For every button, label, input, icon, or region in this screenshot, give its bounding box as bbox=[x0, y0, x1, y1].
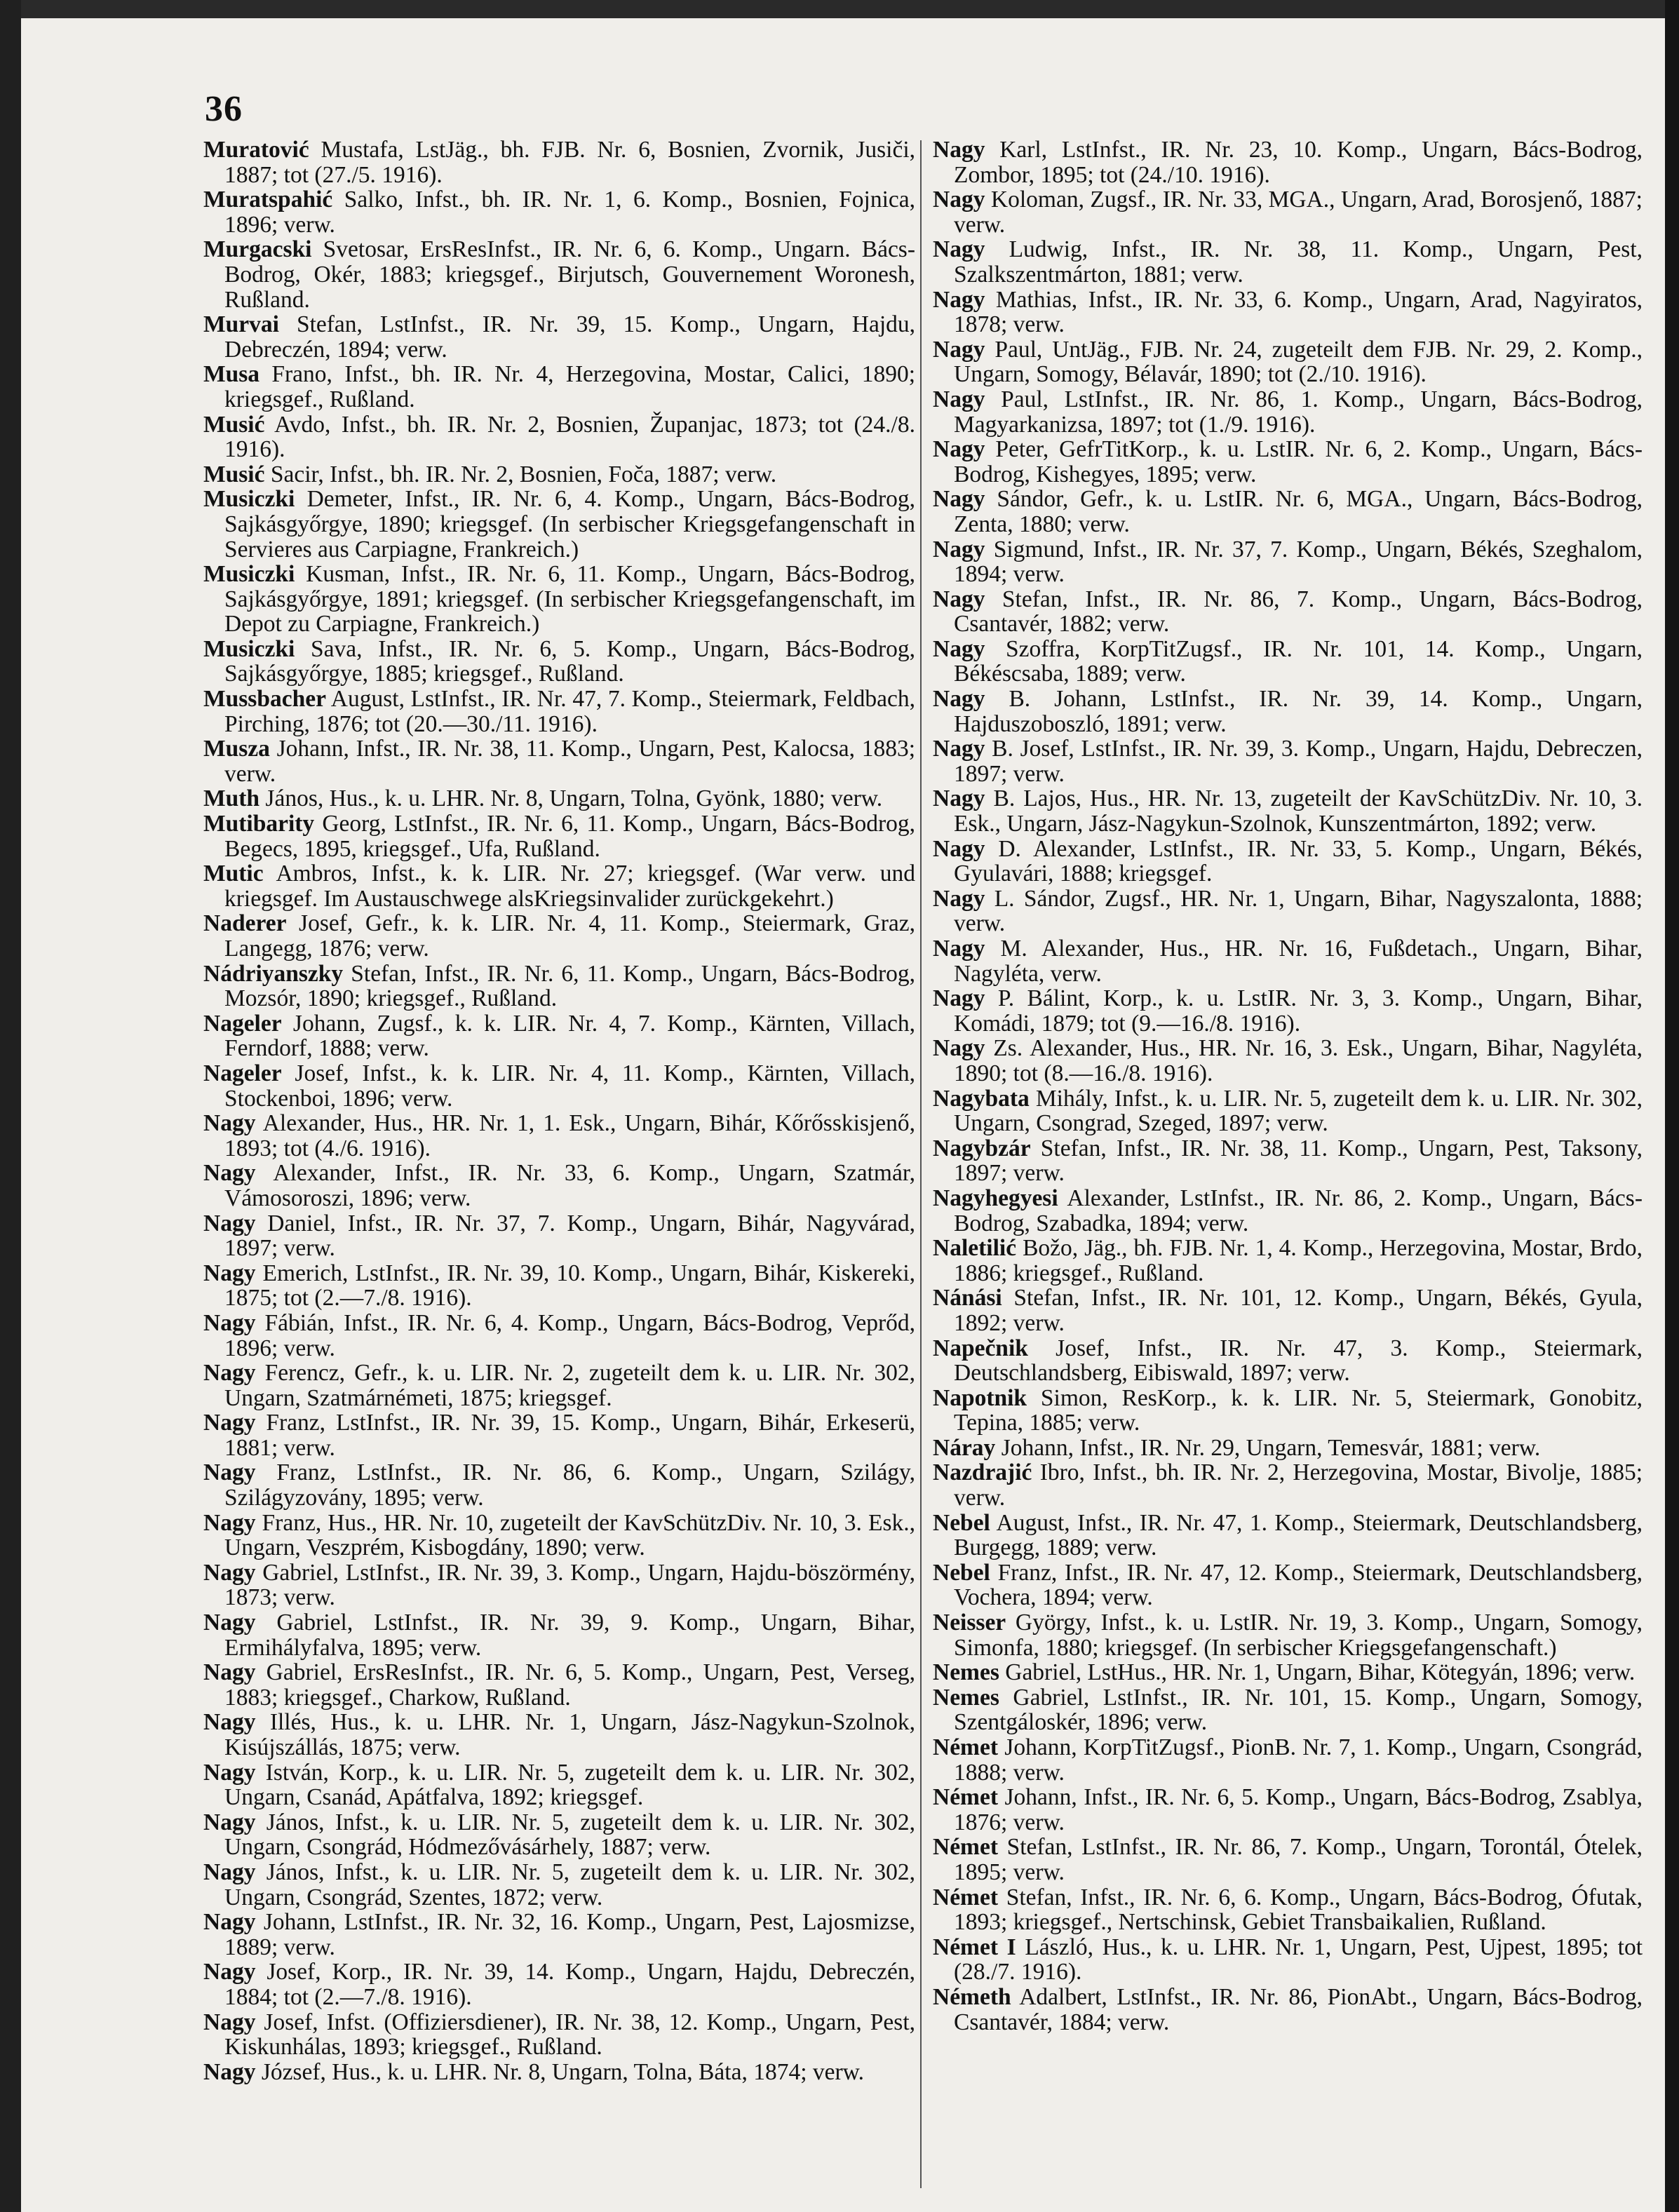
casualty-entry bbox=[203, 1860, 915, 1910]
entry-details: Alexander, LstInfst., IR. Nr. 86, 2. Komp., Ungarn, Bács-Bodrog, Szabadka, 1894; verw. bbox=[954, 1185, 1643, 1236]
scan-border-top bbox=[0, 0, 1679, 18]
entry-surname: Naderer bbox=[203, 910, 287, 937]
entry-details: Stefan, Infst., IR. Nr. 38, 11. Komp., Ungarn, Pest, Taksony, 1897; verw. bbox=[954, 1135, 1643, 1187]
entry-details: Frano, Infst., bh. IR. Nr. 4, Herzegovina, Mostar, Calici, 1890; kriegsgef., Rußland. bbox=[224, 361, 915, 412]
entry-details: Ludwig, Infst., IR. Nr. 38, 11. Komp., Ungarn, Pest, Szalkszentmárton, 1881; verw. bbox=[954, 236, 1643, 288]
entry-surname: Németh bbox=[933, 1983, 1011, 2010]
casualty-entry bbox=[933, 1511, 1643, 1560]
entry-details: Johann, LstInfst., IR. Nr. 32, 16. Komp., Ungarn, Pest, Lajosmizse, 1889; verw. bbox=[224, 1909, 916, 1960]
casualty-entry bbox=[203, 1111, 915, 1161]
entry-details: Franz, LstInfst., IR. Nr. 86, 6. Komp., Ungarn, Szilágy, Szilágyzovány, 1895; verw. bbox=[224, 1459, 915, 1511]
entry-surname: Nádriyanszky bbox=[203, 960, 344, 987]
casualty-entry bbox=[933, 1336, 1643, 1386]
entry-surname: Nagybata bbox=[933, 1085, 1030, 1112]
casualty-entry bbox=[203, 1261, 915, 1311]
casualty-entry bbox=[933, 1136, 1643, 1186]
entry-details: August, LstInfst., IR. Nr. 47, 7. Komp., Steiermark, Feldbach, Pirching, 1876; tot (20.—30./11. 1916). bbox=[224, 686, 915, 737]
casualty-entry bbox=[933, 1785, 1643, 1835]
entry-surname: Nagy bbox=[933, 835, 985, 862]
casualty-entry bbox=[203, 1910, 915, 1960]
entry-surname: Nazdrajić bbox=[933, 1459, 1032, 1486]
entry-surname: Nageler bbox=[203, 1010, 282, 1037]
casualty-entry bbox=[203, 187, 915, 237]
entry-surname: Nagy bbox=[933, 885, 985, 912]
entry-surname: Nagy bbox=[933, 336, 985, 363]
entry-surname: Neisser bbox=[933, 1610, 1006, 1636]
casualty-entry bbox=[933, 1610, 1643, 1660]
casualty-entry bbox=[933, 736, 1643, 786]
entry-details: József, Hus., k. u. LHR. Nr. 8, Ungarn, Tolna, Báta, 1874; verw. bbox=[261, 2058, 865, 2085]
entry-surname: Nagy bbox=[933, 736, 985, 762]
casualty-entry bbox=[203, 1460, 915, 1510]
entry-surname: Nagy bbox=[203, 1959, 256, 1985]
entry-surname: Mutic bbox=[203, 861, 264, 887]
entry-surname: Musiczki bbox=[203, 486, 295, 513]
entry-details: Franz, Hus., HR. Nr. 10, zugeteilt der KavSchützDiv. Nr. 10, 3. Esk., Ungarn, Veszprém, Kisbogdány, 1890; verw. bbox=[224, 1509, 915, 1561]
entry-details: Zs. Alexander, Hus., HR. Nr. 16, 3. Esk., Ungarn, Bihar, Nagyléta, 1890; tot (8.—16./8. 1916). bbox=[954, 1035, 1643, 1086]
entry-details: Stefan, LstInfst., IR. Nr. 86, 7. Komp., Ungarn, Torontál, Ótelek, 1895; verw. bbox=[954, 1834, 1643, 1885]
casualty-entry bbox=[933, 936, 1643, 986]
entry-surname: Musiczki bbox=[203, 635, 295, 662]
entry-surname: Muratović bbox=[203, 137, 309, 163]
entry-surname: Nagy bbox=[933, 985, 985, 1012]
entry-details: Mathias, Infst., IR. Nr. 33, 6. Komp., Ungarn, Arad, Nagyiratos, 1878; verw. bbox=[954, 286, 1643, 338]
entry-surname: Nagybzár bbox=[933, 1135, 1031, 1161]
entry-surname: Nagy bbox=[933, 187, 985, 213]
entry-surname: Nagy bbox=[203, 1210, 256, 1236]
entry-details: B. Lajos, Hus., HR. Nr. 13, zugeteilt der KavSchützDiv. Nr. 10, 3. Esk., Ungarn, Jász-Nagykun-Szolnok, Kunszentmárton, 1892; verw. bbox=[954, 785, 1643, 837]
entry-details: Mustafa, LstJäg., bh. FJB. Nr. 6, Bosnien, Zvornik, Jusiči, 1887; tot (27./5. 1916). bbox=[224, 137, 916, 188]
casualty-entry bbox=[933, 1236, 1643, 1286]
entry-surname: Napotnik bbox=[933, 1384, 1027, 1411]
casualty-entry bbox=[933, 1835, 1643, 1884]
casualty-entry bbox=[933, 387, 1643, 437]
casualty-entry bbox=[933, 487, 1643, 537]
casualty-entry bbox=[933, 288, 1643, 337]
entry-surname: Nagy bbox=[203, 1260, 256, 1286]
entry-surname: Német bbox=[933, 1884, 998, 1910]
casualty-entry bbox=[933, 237, 1643, 287]
entry-details: Stefan, Infst., IR. Nr. 6, 6. Komp., Ungarn, Bács-Bodrog, Ófutak, 1893; kriegsgef., Nertschinsk, Gebiet Transbaikalien, Rußland. bbox=[954, 1884, 1643, 1936]
entry-surname: Nagy bbox=[203, 1659, 256, 1686]
entry-surname: Nebel bbox=[933, 1559, 990, 1586]
entry-surname: Nánási bbox=[933, 1285, 1002, 1311]
entry-surname: Nageler bbox=[203, 1060, 282, 1086]
entry-surname: Nagy bbox=[203, 1110, 256, 1137]
entry-details: Paul, UntJäg., FJB. Nr. 24, zugeteilt dem FJB. Nr. 29, 2. Komp., Ungarn, Somogy, Bélavár, 1890; tot (2./10. 1916). bbox=[954, 336, 1643, 388]
column-divider bbox=[920, 140, 922, 2188]
entry-details: Stefan, LstInfst., IR. Nr. 39, 15. Komp., Ungarn, Hajdu, Debreczén, 1894; verw. bbox=[224, 311, 916, 363]
entry-details: Kusman, Infst., IR. Nr. 6, 11. Komp., Ungarn, Bács-Bodrog, Sajkásgyőrgye, 1891; kriegsgef. (In serbischer Kriegsgefangenschaft, im Depot zu Carpiagne, Frankreich.) bbox=[224, 561, 916, 638]
entry-details: Franz, Infst., IR. Nr. 47, 12. Komp., Steiermark, Deutschlandsberg, Vochera, 1894; verw. bbox=[954, 1559, 1643, 1611]
casualty-entry bbox=[933, 886, 1643, 936]
entry-details: Stefan, Infst., IR. Nr. 6, 11. Komp., Ungarn, Bács-Bodrog, Mozsór, 1890; kriegsgef., Rußland. bbox=[224, 960, 915, 1012]
casualty-entry bbox=[203, 237, 915, 312]
entry-details: Josef, Infst., IR. Nr. 47, 3. Komp., Steiermark, Deutschlandsberg, Eibiswald, 1897; verw. bbox=[954, 1335, 1643, 1387]
entry-surname: Nagy bbox=[933, 137, 985, 163]
casualty-entry bbox=[203, 1660, 915, 1710]
entry-surname: Napečnik bbox=[933, 1335, 1028, 1361]
entry-details: Sigmund, Infst., IR. Nr. 37, 7. Komp., Ungarn, Békés, Szeghalom, 1894; verw. bbox=[954, 536, 1643, 588]
entry-details: Josef, Gefr., k. k. LIR. Nr. 4, 11. Komp., Steiermark, Graz, Langegg, 1876; verw. bbox=[224, 910, 915, 962]
entry-details: János, Infst., k. u. LIR. Nr. 5, zugeteilt dem k. u. LIR. Nr. 302, Ungarn, Csongrád, Hódmezővásárhely, 1887; verw. bbox=[224, 1809, 915, 1861]
casualty-entry bbox=[933, 1386, 1643, 1436]
entry-surname: Nagy bbox=[203, 1610, 256, 1636]
scan-border-right bbox=[1665, 0, 1679, 2212]
entry-details: Alexander, Infst., IR. Nr. 33, 6. Komp., Ungarn, Szatmár, Vámosoroszi, 1896; verw. bbox=[224, 1160, 916, 1211]
entry-surname: Nagy bbox=[933, 785, 985, 812]
right-column bbox=[933, 137, 1643, 2035]
entry-surname: Nagy bbox=[933, 286, 985, 313]
entry-details: Fábián, Infst., IR. Nr. 6, 4. Komp., Ungarn, Bács-Bodrog, Veprőd, 1896; verw. bbox=[224, 1309, 915, 1361]
entry-details: László, Hus., k. u. LHR. Nr. 1, Ungarn, Pest, Ujpest, 1895; tot (28./7. 1916). bbox=[954, 1934, 1643, 1985]
casualty-entry bbox=[933, 1660, 1643, 1685]
entry-surname: Nagy bbox=[203, 1559, 256, 1586]
casualty-entry bbox=[933, 986, 1643, 1036]
entry-surname: Nagy bbox=[933, 1035, 985, 1062]
casualty-entry bbox=[203, 462, 915, 487]
entry-surname: Muratspahić bbox=[203, 187, 333, 213]
casualty-entry bbox=[203, 562, 915, 637]
entry-details: Szoffra, KorpTitZugsf., IR. Nr. 101, 14. Komp., Ungarn, Békéscsaba, 1889; verw. bbox=[954, 635, 1643, 687]
casualty-entry bbox=[203, 1760, 915, 1810]
entry-details: Svetosar, ErsResInfst., IR. Nr. 6, 6. Komp., Ungarn. Bács-Bodrog, Okér, 1883; kriegsgef., Birjutsch, Gouvernement Woronesh, Rußland. bbox=[224, 236, 915, 313]
entry-surname: Német bbox=[933, 1734, 998, 1760]
page-number: 36 bbox=[205, 89, 243, 129]
casualty-entry bbox=[933, 786, 1643, 836]
entry-details: Johann, Infst., IR. Nr. 38, 11. Komp., Ungarn, Pest, Kalocsa, 1883; verw. bbox=[224, 736, 915, 787]
casualty-entry bbox=[933, 1186, 1643, 1236]
casualty-entry bbox=[933, 1560, 1643, 1610]
entry-surname: Musza bbox=[203, 736, 270, 762]
casualty-entry bbox=[933, 1885, 1643, 1935]
entry-details: Josef, Infst., k. k. LIR. Nr. 4, 11. Komp., Kärnten, Villach, Stockenboi, 1896; verw. bbox=[224, 1060, 916, 1112]
entry-details: M. Alexander, Hus., HR. Nr. 16, Fußdetach., Ungarn, Bihar, Nagyléta, verw. bbox=[954, 936, 1643, 987]
casualty-entry bbox=[203, 312, 915, 362]
casualty-entry bbox=[203, 687, 915, 736]
entry-surname: Nagy bbox=[203, 1410, 256, 1436]
entry-surname: Nagy bbox=[203, 2009, 256, 2035]
casualty-entry bbox=[203, 861, 915, 911]
entry-surname: Nagy bbox=[933, 386, 985, 412]
entry-surname: Musiczki bbox=[203, 561, 295, 588]
entry-surname: Nagy bbox=[203, 2058, 256, 2085]
casualty-entry bbox=[203, 487, 915, 562]
entry-surname: Nagy bbox=[933, 586, 985, 612]
casualty-entry bbox=[933, 1436, 1643, 1461]
casualty-entry bbox=[203, 412, 915, 462]
entry-details: Johann, Zugsf., k. k. LIR. Nr. 4, 7. Komp., Kärnten, Villach, Ferndorf, 1888; verw. bbox=[224, 1010, 916, 1062]
entry-surname: Nagy bbox=[203, 1809, 256, 1835]
left-column bbox=[203, 137, 915, 2084]
entry-surname: Naletilić bbox=[933, 1235, 1017, 1262]
entry-details: Illés, Hus., k. u. LHR. Nr. 1, Ungarn, Jász-Nagykun-Szolnok, Kisújszállás, 1875; verw. bbox=[224, 1709, 915, 1760]
entry-surname: Nagy bbox=[203, 1859, 256, 1885]
entry-details: György, Infst., k. u. LstIR. Nr. 19, 3. Komp., Ungarn, Somogy, Simonfa, 1880; kriegsgef. (In serbischer Kriegsgefangenschaft.) bbox=[954, 1610, 1643, 1661]
casualty-entry bbox=[203, 137, 915, 187]
casualty-entry bbox=[203, 1410, 915, 1460]
entry-surname: Musić bbox=[203, 411, 265, 438]
casualty-entry bbox=[933, 1086, 1643, 1136]
entry-details: Emerich, LstInfst., IR. Nr. 39, 10. Komp., Ungarn, Bihár, Kiskereki, 1875; tot (2.—7./8. 1916). bbox=[224, 1260, 916, 1311]
entry-details: Johann, KorpTitZugsf., PionB. Nr. 7, 1. Komp., Ungarn, Csongrád, 1888; verw. bbox=[954, 1734, 1643, 1786]
entry-surname: Mussbacher bbox=[203, 686, 326, 713]
entry-details: P. Bálint, Korp., k. u. LstIR. Nr. 3, 3. Komp., Ungarn, Bihar, Komádi, 1879; tot (9.—16./8. 1916). bbox=[954, 985, 1643, 1037]
entry-details: Mihály, Infst., k. u. LIR. Nr. 5, zugeteilt dem k. u. LIR. Nr. 302, Ungarn, Csongrad, Szeged, 1897; verw. bbox=[954, 1085, 1643, 1137]
casualty-entry bbox=[203, 1211, 915, 1261]
entry-details: Johann, Infst., IR. Nr. 6, 5. Komp., Ungarn, Bács-Bodrog, Zsablya, 1876; verw. bbox=[954, 1784, 1643, 1835]
entry-details: Ambros, Infst., k. k. LIR. Nr. 27; kriegsgef. (War verw. und kriegsgef. Im Austauschwege alsKriegsinvalider zurückgekehrt.) bbox=[224, 861, 915, 912]
casualty-entry bbox=[203, 637, 915, 687]
entry-surname: Nagy bbox=[203, 1509, 256, 1536]
casualty-entry bbox=[203, 1810, 915, 1860]
entry-surname: Nagy bbox=[933, 686, 985, 713]
casualty-entry bbox=[933, 1286, 1643, 1335]
casualty-entry bbox=[933, 1735, 1643, 1785]
casualty-entry bbox=[203, 1011, 915, 1061]
casualty-entry bbox=[203, 1361, 915, 1410]
casualty-entry bbox=[933, 687, 1643, 736]
entry-surname: Nagy bbox=[933, 936, 985, 962]
entry-details: Josef, Infst. (Offiziersdiener), IR. Nr. 38, 12. Komp., Ungarn, Pest, Kiskunhálas, 1893; kriegsgef., Rußland. bbox=[224, 2009, 915, 2061]
entry-surname: Mutibarity bbox=[203, 811, 315, 837]
entry-details: János, Infst., k. u. LIR. Nr. 5, zugeteilt dem k. u. LIR. Nr. 302, Ungarn, Csongrád, Szentes, 1872; verw. bbox=[224, 1859, 915, 1910]
entry-details: Ferencz, Gefr., k. u. LIR. Nr. 2, zugeteilt dem k. u. LIR. Nr. 302, Ungarn, Szatmárnémeti, 1875; kriegsgef. bbox=[224, 1360, 915, 1411]
entry-surname: Náray bbox=[933, 1434, 996, 1461]
entry-surname: Német bbox=[933, 1834, 998, 1861]
entry-surname: Nemes bbox=[933, 1684, 999, 1711]
casualty-entry bbox=[933, 337, 1643, 387]
entry-details: Koloman, Zugsf., IR. Nr. 33, MGA., Ungarn, Arad, Borosjenő, 1887; verw. bbox=[954, 187, 1643, 238]
entry-details: Salko, Infst., bh. IR. Nr. 1, 6. Komp., Bosnien, Fojnica, 1896; verw. bbox=[224, 187, 915, 238]
entry-details: Gabriel, LstHus., HR. Nr. 1, Ungarn, Bihar, Kötegyán, 1896; verw. bbox=[1005, 1659, 1636, 1686]
casualty-entry bbox=[203, 786, 915, 811]
casualty-entry bbox=[203, 2060, 915, 2085]
entry-surname: Nagyhegyesi bbox=[933, 1185, 1058, 1211]
entry-details: Božo, Jäg., bh. FJB. Nr. 1, 4. Komp., Herzegovina, Mostar, Brdo, 1886; kriegsgef., Rußland. bbox=[954, 1235, 1643, 1286]
entry-surname: Murvai bbox=[203, 311, 279, 338]
entry-details: Alexander, Hus., HR. Nr. 1, 1. Esk., Ungarn, Bihár, Kőrősskisjenő, 1893; tot (4./6. 1916). bbox=[224, 1110, 916, 1161]
casualty-entry bbox=[933, 637, 1643, 687]
entry-surname: Nagy bbox=[933, 536, 985, 562]
entry-details: Ibro, Infst., bh. IR. Nr. 2, Herzegovina, Mostar, Bivolje, 1885; verw. bbox=[954, 1459, 1643, 1511]
entry-surname: Nagy bbox=[933, 635, 985, 662]
casualty-entry bbox=[203, 1511, 915, 1560]
entry-details: Karl, LstInfst., IR. Nr. 23, 10. Komp., Ungarn, Bács-Bodrog, Zombor, 1895; tot (24./10. 1916). bbox=[954, 137, 1643, 188]
entry-details: Gabriel, LstInfst., IR. Nr. 39, 3. Komp., Ungarn, Hajdu-böszörmény, 1873; verw. bbox=[224, 1559, 916, 1611]
casualty-entry bbox=[933, 137, 1643, 187]
entry-details: August, Infst., IR. Nr. 47, 1. Komp., Steiermark, Deutschlandsberg, Burgegg, 1889; verw. bbox=[954, 1509, 1643, 1561]
entry-details: Daniel, Infst., IR. Nr. 37, 7. Komp., Ungarn, Bihár, Nagyvárad, 1897; verw. bbox=[224, 1210, 916, 1262]
entry-details: Georg, LstInfst., IR. Nr. 6, 11. Komp., Ungarn, Bács-Bodrog, Begecs, 1895, kriegsgef., Ufa, Rußland. bbox=[224, 811, 916, 862]
entry-details: Gabriel, ErsResInfst., IR. Nr. 6, 5. Komp., Ungarn, Pest, Verseg, 1883; kriegsgef., Charkow, Rußland. bbox=[224, 1659, 915, 1711]
casualty-entry bbox=[203, 1311, 915, 1361]
casualty-entry bbox=[933, 1460, 1643, 1510]
casualty-entry bbox=[933, 837, 1643, 886]
casualty-entry bbox=[203, 1710, 915, 1760]
entry-surname: Musa bbox=[203, 361, 260, 388]
casualty-entry bbox=[933, 1685, 1643, 1735]
casualty-entry bbox=[203, 1161, 915, 1210]
casualty-entry bbox=[933, 437, 1643, 487]
entry-surname: Nebel bbox=[933, 1509, 990, 1536]
casualty-entry bbox=[203, 911, 915, 961]
entry-details: Sándor, Gefr., k. u. LstIR. Nr. 6, MGA., Ungarn, Bács-Bodrog, Zenta, 1880; verw. bbox=[954, 486, 1643, 537]
entry-surname: Német bbox=[933, 1784, 998, 1811]
entry-details: Gabriel, LstInfst., IR. Nr. 101, 15. Komp., Ungarn, Somogy, Szentgáloskér, 1896; verw. bbox=[954, 1684, 1643, 1736]
entry-details: Stefan, Infst., IR. Nr. 101, 12. Komp., Ungarn, Békés, Gyula, 1892; verw. bbox=[954, 1285, 1643, 1336]
entry-details: L. Sándor, Zugsf., HR. Nr. 1, Ungarn, Bihar, Nagyszalonta, 1888; verw. bbox=[954, 885, 1643, 937]
casualty-entry bbox=[933, 1985, 1643, 2035]
entry-surname: Nagy bbox=[203, 1759, 256, 1786]
entry-surname: Musić bbox=[203, 461, 265, 487]
entry-details: B. Johann, LstInfst., IR. Nr. 39, 14. Komp., Ungarn, Hajduszoboszló, 1891; verw. bbox=[954, 686, 1643, 737]
entry-details: B. Josef, LstInfst., IR. Nr. 39, 3. Komp., Ungarn, Hajdu, Debreczen, 1897; verw. bbox=[954, 736, 1643, 787]
entry-surname: Nemes bbox=[933, 1659, 999, 1686]
entry-surname: Német I bbox=[933, 1934, 1016, 1960]
entry-surname: Nagy bbox=[203, 1160, 256, 1187]
entry-surname: Murgacski bbox=[203, 236, 312, 263]
entry-details: Peter, GefrTitKorp., k. u. LstIR. Nr. 6, 2. Komp., Ungarn, Bács-Bodrog, Kishegyes, 1895; verw. bbox=[954, 436, 1643, 487]
casualty-entry bbox=[203, 811, 915, 861]
entry-details: Simon, ResKorp., k. k. LIR. Nr. 5, Steiermark, Gonobitz, Tepina, 1885; verw. bbox=[954, 1384, 1643, 1436]
entry-details: Stefan, Infst., IR. Nr. 86, 7. Komp., Ungarn, Bács-Bodrog, Csantavér, 1882; verw. bbox=[954, 586, 1643, 638]
entry-surname: Nagy bbox=[203, 1459, 256, 1486]
entry-surname: Nagy bbox=[203, 1309, 256, 1336]
entry-details: Josef, Korp., IR. Nr. 39, 14. Komp., Ungarn, Hajdu, Debreczén, 1884; tot (2.—7./8. 1916). bbox=[224, 1959, 915, 2010]
casualty-entry bbox=[203, 1560, 915, 1610]
entry-details: János, Hus., k. u. LHR. Nr. 8, Ungarn, Tolna, Gyönk, 1880; verw. bbox=[265, 785, 883, 812]
casualty-entry bbox=[203, 1061, 915, 1111]
entry-details: Paul, LstInfst., IR. Nr. 86, 1. Komp., Ungarn, Bács-Bodrog, Magyarkanizsa, 1897; tot (1./9. 1916). bbox=[954, 386, 1643, 438]
casualty-entry bbox=[933, 1935, 1643, 1985]
entry-surname: Muth bbox=[203, 785, 260, 812]
entry-surname: Nagy bbox=[933, 486, 985, 513]
entry-details: Franz, LstInfst., IR. Nr. 39, 15. Komp., Ungarn, Bihár, Erkeserü, 1881; verw. bbox=[224, 1410, 915, 1461]
casualty-entry bbox=[933, 187, 1643, 237]
entry-details: Sava, Infst., IR. Nr. 6, 5. Komp., Ungarn, Bács-Bodrog, Sajkásgyőrgye, 1885; kriegsgef., Rußland. bbox=[224, 635, 915, 687]
entry-details: Avdo, Infst., bh. IR. Nr. 2, Bosnien, Županjac, 1873; tot (24./8. 1916). bbox=[224, 411, 915, 463]
casualty-entry bbox=[203, 736, 915, 786]
casualty-entry bbox=[933, 587, 1643, 637]
casualty-entry bbox=[933, 537, 1643, 587]
entry-details: István, Korp., k. u. LIR. Nr. 5, zugeteilt dem k. u. LIR. Nr. 302, Ungarn, Csanád, Apátfalva, 1892; kriegsgef. bbox=[224, 1759, 916, 1811]
entry-surname: Nagy bbox=[203, 1360, 256, 1387]
entry-details: Demeter, Infst., IR. Nr. 6, 4. Komp., Ungarn, Bács-Bodrog, Sajkásgyőrgye, 1890; kriegsgef. (In serbischer Kriegsgefangenschaft in Servieres aus Carpiagne, Frankreich.) bbox=[224, 486, 915, 562]
casualty-entry bbox=[933, 1036, 1643, 1086]
entry-surname: Nagy bbox=[933, 236, 985, 263]
casualty-entry bbox=[203, 2010, 915, 2060]
casualty-entry bbox=[203, 962, 915, 1011]
casualty-entry bbox=[203, 362, 915, 412]
casualty-entry bbox=[203, 1610, 915, 1660]
scan-border-left bbox=[0, 0, 21, 2212]
entry-surname: Nagy bbox=[203, 1909, 256, 1936]
entry-details: Johann, Infst., IR. Nr. 29, Ungarn, Temesvár, 1881; verw. bbox=[1001, 1434, 1541, 1461]
entry-details: Adalbert, LstInfst., IR. Nr. 86, PionAbt., Ungarn, Bács-Bodrog, Csantavér, 1884; verw. bbox=[954, 1983, 1643, 2035]
entry-details: Sacir, Infst., bh. IR. Nr. 2, Bosnien, Foča, 1887; verw. bbox=[270, 461, 777, 487]
entry-surname: Nagy bbox=[203, 1709, 256, 1736]
casualty-entry bbox=[203, 1960, 915, 2009]
entry-details: Gabriel, LstInfst., IR. Nr. 39, 9. Komp., Ungarn, Bihar, Ermihályfalva, 1895; verw. bbox=[224, 1610, 916, 1661]
entry-details: D. Alexander, LstInfst., IR. Nr. 33, 5. Komp., Ungarn, Békés, Gyulavári, 1888; kriegsgef. bbox=[954, 835, 1643, 887]
entry-surname: Nagy bbox=[933, 436, 985, 463]
